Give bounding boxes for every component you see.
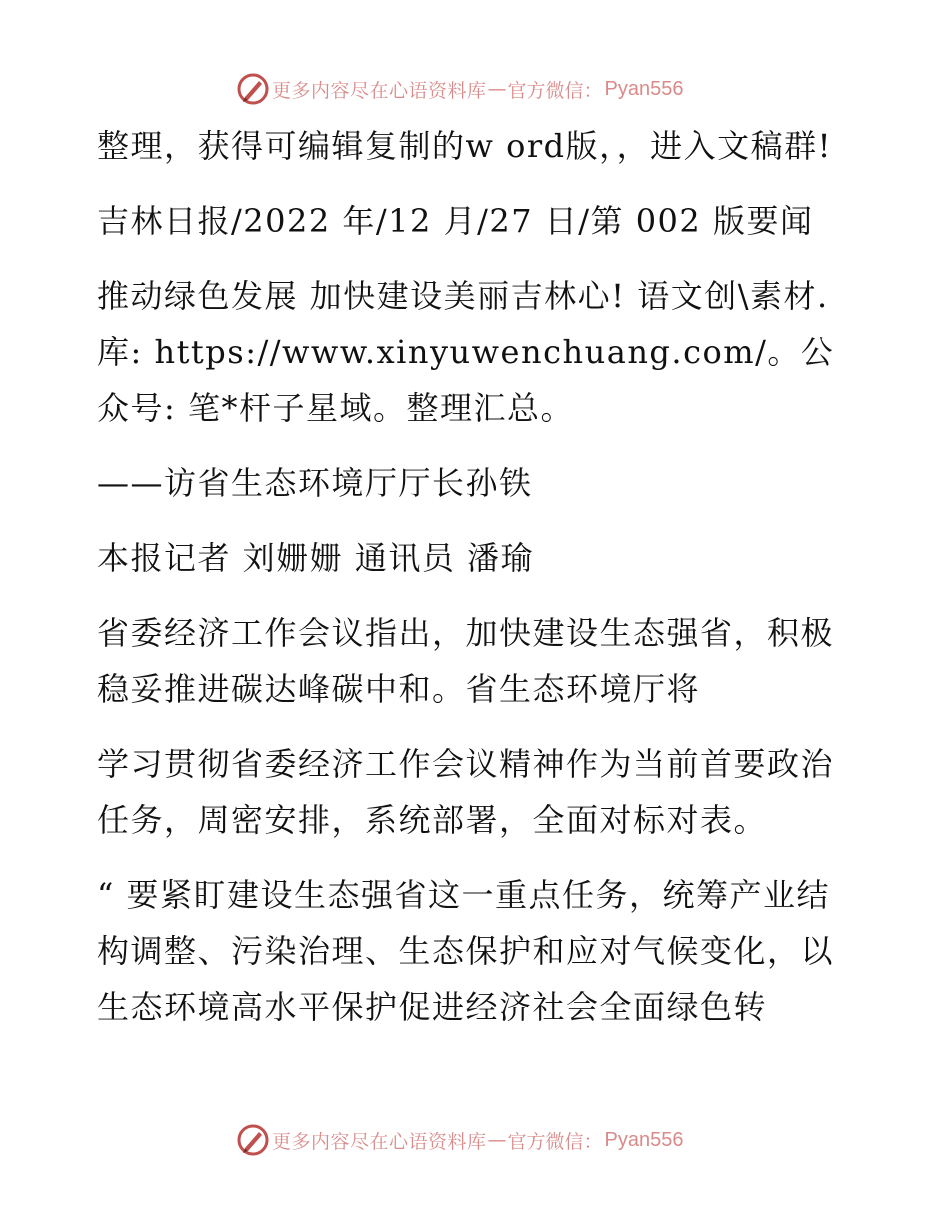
watermark-id: Pyan556	[604, 1128, 684, 1151]
paragraph: 本报记者 刘姗姗 通讯员 潘瑜	[97, 539, 535, 577]
watermark-text: 更多内容尽在心语资料库	[272, 79, 487, 102]
footer-watermark	[236, 1123, 684, 1157]
watermark-id: Pyan556	[604, 77, 684, 100]
watermark-dash: —	[487, 1129, 507, 1151]
watermark-dash: —	[487, 78, 507, 100]
header-watermark	[236, 72, 684, 106]
paragraph: 省委经济工作会议指出，加快建设生态强省，积极稳妥推进碳达峰碳中和。省生态环境厅将	[97, 614, 835, 708]
paragraph: 整理，获得可编辑复制的w ord版，，进入文稿群!	[97, 127, 832, 165]
watermark-label: 官方微信：	[507, 79, 603, 102]
document-body	[97, 118, 857, 1054]
paragraph: 推动绿色发展 加快建设美丽吉林心! 语文创\素材.库: https://www.xinyuwenchuang.com/。公众号: 笔*杆子星域。整理汇总。	[97, 277, 835, 427]
pen-logo-icon	[236, 72, 270, 106]
pen-logo-icon	[236, 1123, 270, 1157]
paragraph: ——访省生态环境厅厅长孙铁	[97, 464, 533, 502]
paragraph: 学习贯彻省委经济工作会议精神作为当前首要政治任务，周密安排，系统部署，全面对标对表。	[97, 745, 835, 839]
watermark-label: 官方微信：	[507, 1130, 603, 1153]
paragraph: 吉林日报/2022 年/12 月/27 日/第 002 版要闻	[97, 202, 814, 240]
paragraph: “ 要紧盯建设生态强省这一重点任务，统筹产业结构调整、污染治理、生态保护和应对气候变化，以生态环境高水平保护促进经济社会全面绿色转	[97, 876, 835, 1026]
watermark-text: 更多内容尽在心语资料库	[272, 1130, 487, 1153]
